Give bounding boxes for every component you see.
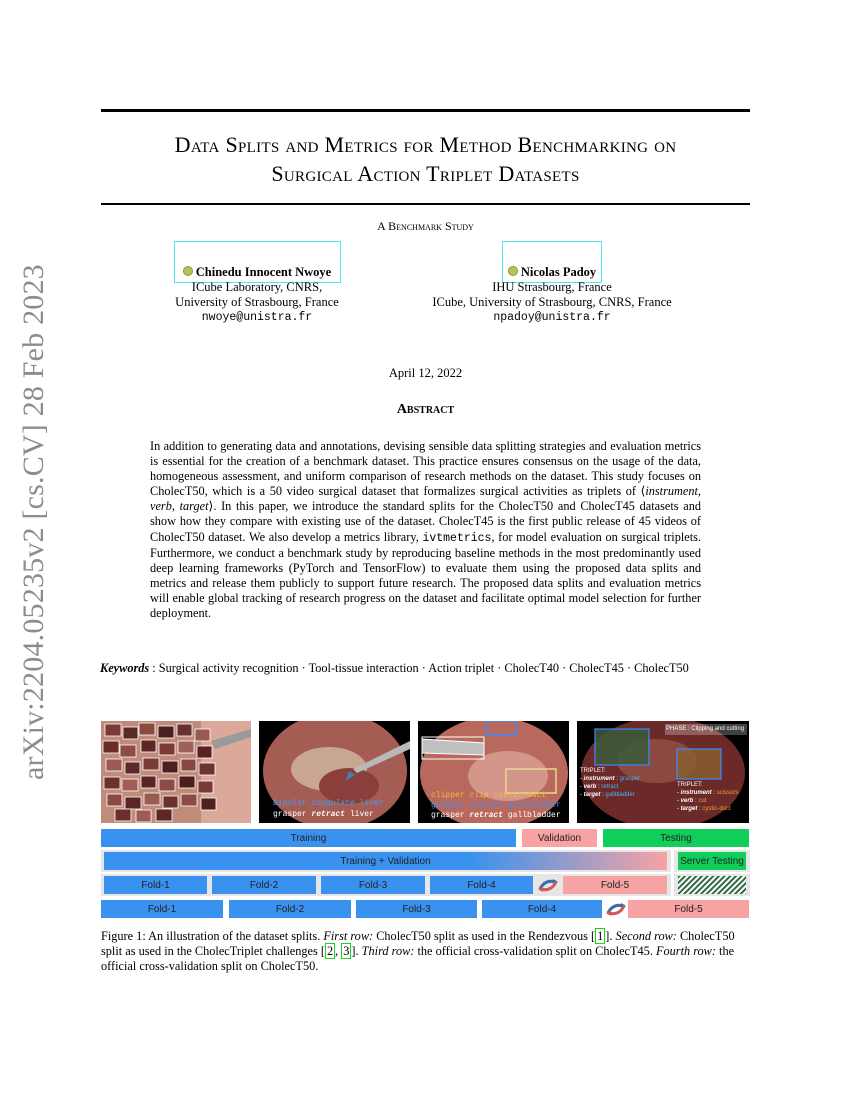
- panel-4-phase-label: PHASE : Clipping and cutting: [666, 726, 745, 732]
- paper-subtitle: A Benchmark Study: [377, 219, 474, 233]
- row4-fold-5: Fold-5: [628, 900, 749, 918]
- title-bottom-rule: [101, 203, 750, 205]
- abstract-part-3: , for model evaluation on surgical triplets. Furthermore, we conduct a benchmark study by reproducing baseline methods in the most predominantly used deep learning frameworks (PyTorch and TensorFlow) to evaluate them using the proposed data splits and metrics and release them publicly to support future research. The proposed data splits and evaluation metrics will enable global tracking of research progress on the dataset and facilitate optimal model selection for further deployment.: [150, 529, 702, 621]
- paper-date: April 12, 2022: [388, 366, 463, 380]
- swap-arrows-icon: [537, 877, 559, 893]
- abstract-library-name: ivtmetrics: [422, 531, 492, 545]
- author-1-block: [150, 265, 364, 325]
- swap-arrows-icon: [605, 901, 627, 917]
- title-line-1: Data Splits and Metrics for Method Benchmarking on: [174, 132, 677, 157]
- keywords-line: [100, 661, 760, 676]
- orcid-icon[interactable]: [183, 266, 193, 276]
- row1-training-bar: Training: [101, 829, 516, 847]
- figure-caption: Figure 1: An illustration of the dataset splits. First row: CholecT50 split as used in the Rendezvous [ 1 ]. Second row: CholecT50 split as used in the CholecTriplet challenges [ 2 , 3 ]. Third row: the official cross-validation split on CholecT45. Fourth row: the official cross-validation split on CholecT50.: [101, 929, 735, 974]
- row4-fold-1: Fold-1: [101, 900, 223, 918]
- author-1-email[interactable]: nwoye@unistra.fr: [201, 311, 313, 324]
- row3-fold-2: Fold-2: [212, 876, 316, 894]
- author-2-block: [410, 265, 694, 325]
- row3-fold-5: Fold-5: [563, 876, 667, 894]
- row2-server-testing-bar: Server Testing: [678, 852, 746, 870]
- abstract-text: [150, 439, 701, 621]
- author-2-affiliation-1: IHU Strasbourg, France: [492, 280, 612, 294]
- row1-validation-bar: Validation: [522, 829, 597, 847]
- row2-trainval-bar: Training + Validation: [104, 852, 667, 870]
- panel-4-triplet-1: TRIPLET: - instrument : grasper - verb : retract - target : gallbladder: [580, 768, 641, 798]
- row3-fold-1: Fold-1: [104, 876, 207, 894]
- author-2-affiliation-2: ICube, University of Strasbourg, CNRS, France: [432, 295, 672, 309]
- citation-link[interactable]: 2: [326, 944, 334, 959]
- figure-panel-clipper: [418, 721, 569, 823]
- row3-hatched-block: [678, 876, 746, 894]
- paper-title: [101, 130, 750, 188]
- figure-panel-phase: [577, 721, 749, 823]
- orcid-icon[interactable]: [508, 266, 518, 276]
- row4-fold-3: Fold-3: [356, 900, 477, 918]
- surgical-frames-collage-image: [101, 721, 251, 823]
- abstract-heading: Abstract: [396, 402, 455, 417]
- abstract-part-1: In addition to generating data and annotations, devising sensible data splitting strategies and evaluation metrics is essential for the creation of a benchmark dataset. This practice ensures consensus on the usage of the data, homogeneous assessment, and uniform comparison of research methods on the dataset. This study focuses on CholecT50, which is a 50 video surgical dataset that formalizes surgical activities as triplets of ⟨: [150, 439, 701, 499]
- author-2-name: Nicolas Padoy: [520, 265, 597, 279]
- panel-3-triplet-1: clipper clip cystic-duct: [431, 791, 547, 800]
- row4-fold-4: Fold-4: [482, 900, 602, 918]
- author-1-affiliation-1: ICube Laboratory, CNRS,: [191, 280, 323, 294]
- citation-link[interactable]: 3: [343, 944, 350, 959]
- abstract-triplet: instrument, verb, target: [150, 484, 701, 514]
- keywords-label: Keywords: [100, 661, 150, 675]
- panel-3-triplet-3: grasper retract gallbladder: [431, 811, 561, 820]
- abstract-part-2: ⟩. In this paper, we introduce the standard splits for the CholecT50 and CholecT45 datasets and show how they compare with existing use of the dataset. CholecT45 is the first public release of 45 videos of CholecT50 dataset. We also develop a metrics library,: [150, 499, 701, 544]
- row3-fold-4: Fold-4: [430, 876, 533, 894]
- citation-link[interactable]: 1: [597, 929, 604, 943]
- row3-fold-3: Fold-3: [321, 876, 425, 894]
- author-2-email[interactable]: npadoy@unistra.fr: [493, 311, 611, 324]
- panel-2-triplet-1: bipolar coagulate liver: [273, 799, 384, 808]
- figure-panel-bipolar: [259, 721, 410, 823]
- row1-testing-bar: Testing: [603, 829, 749, 847]
- panel-2-triplet-2: grasper retract liver: [273, 810, 374, 819]
- panel-4-triplet-2: TRIPLET: - instrument : scissors - verb : cut - target : cystic-duct: [677, 782, 739, 812]
- row4-fold-2: Fold-2: [229, 900, 351, 918]
- top-rule: [101, 109, 750, 112]
- panel-3-triplet-2: grasper retract gallbladder: [431, 801, 561, 810]
- author-1-affiliation-2: University of Strasbourg, France: [175, 295, 339, 309]
- keywords-text: : Surgical activity recognition · Tool-tissue interaction · Action triplet · CholecT40 · CholecT45 · CholecT50: [149, 661, 689, 675]
- title-line-2: Surgical Action Triplet Datasets: [271, 161, 580, 186]
- author-1-name: Chinedu Innocent Nwoye: [195, 265, 332, 279]
- arxiv-stamp: arXiv:2204.05235v2 [cs.CV] 28 Feb 2023: [17, 264, 50, 780]
- figure-panel-collage: [101, 721, 251, 823]
